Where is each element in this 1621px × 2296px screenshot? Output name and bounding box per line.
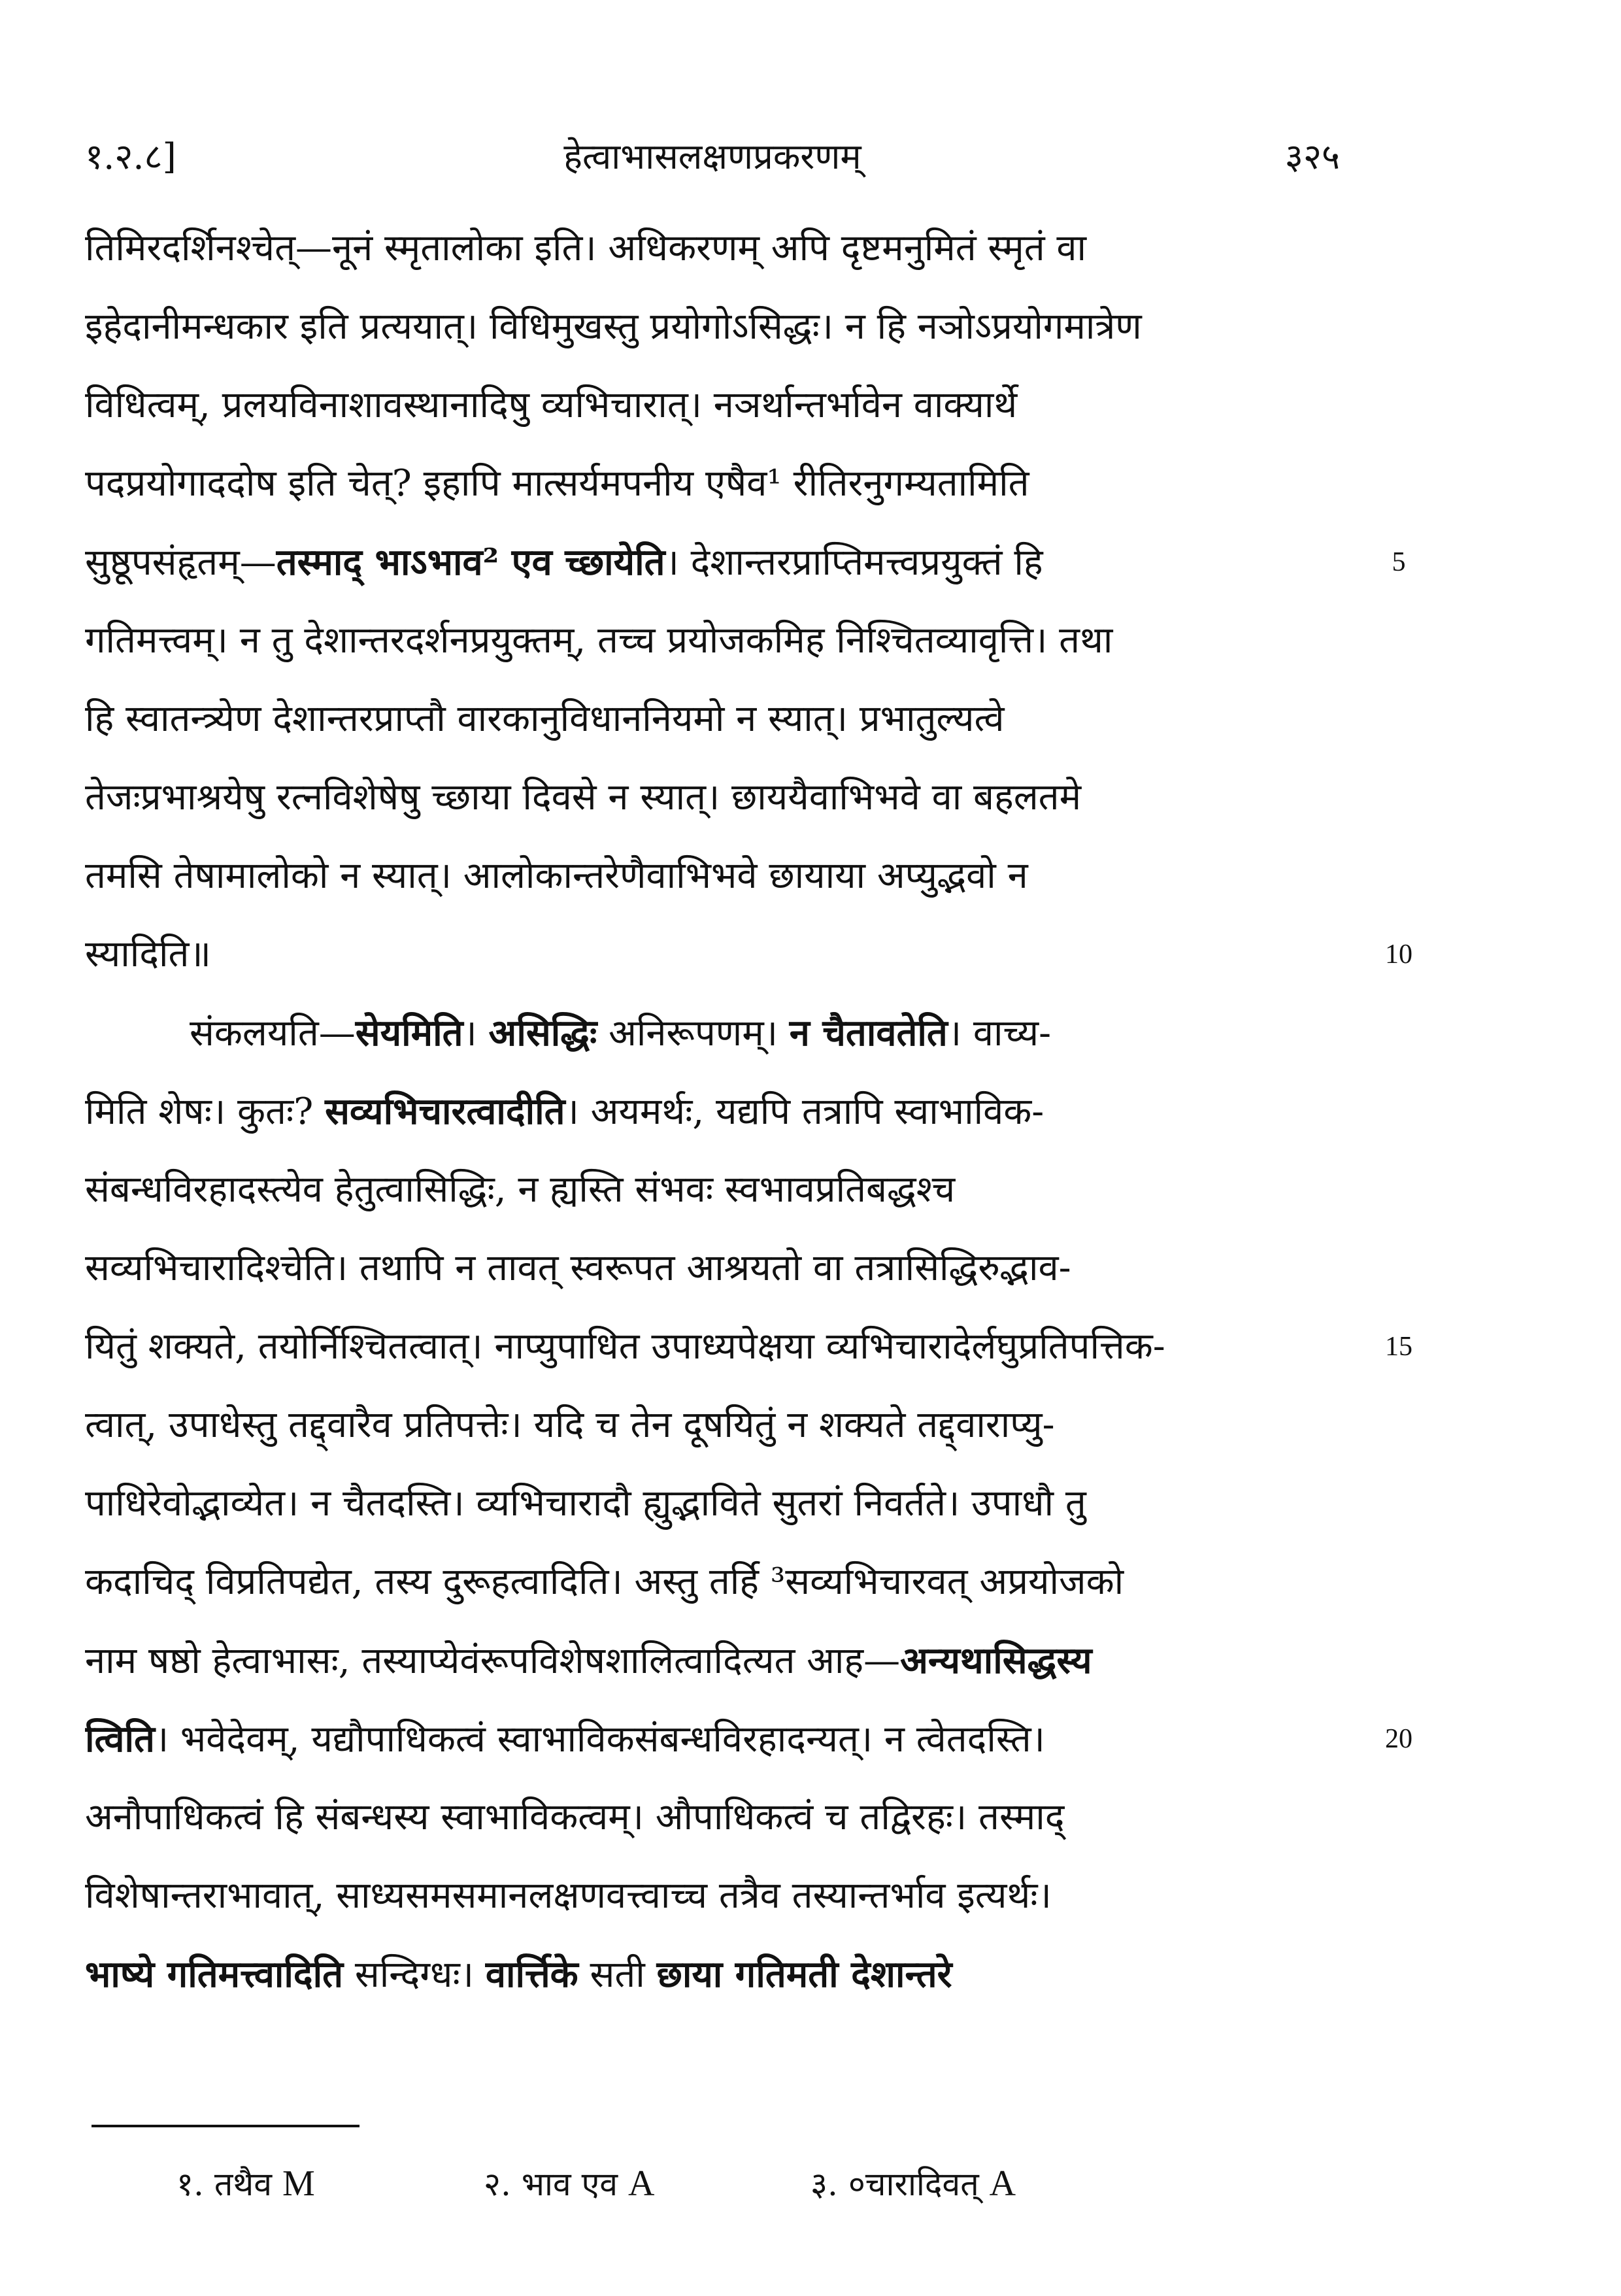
line-number: 5 (1392, 547, 1406, 577)
section-reference: १.२.८] (85, 136, 176, 177)
text-line: त्वात्, उपाधेस्तु तद्द्वारैव प्रतिपत्तेः। यदि च तेन दूषयितुं न शक्यते तद्द्वाराप्यु- (85, 1404, 1055, 1446)
footnote: १. तथैव M (176, 2163, 315, 2204)
text-line: इहेदानीमन्धकार इति प्रत्ययात्। विधिमुखस्तु प्रयोगोऽसिद्धः। न हि नञोऽप्रयोगमात्रेण (85, 305, 1142, 348)
text-line: तिमिरदर्शिनश्चेत्—नूनं स्मृतालोका इति। अधिकरणम् अपि दृष्टमनुमितं स्मृतं वा (85, 227, 1087, 269)
text-line: गतिमत्त्वम्। न तु देशान्तरदर्शनप्रयुक्तम्, तच्च प्रयोजकमिह निश्चितव्यावृत्ति। तथा (85, 619, 1113, 662)
footnote: ३. ०चारादिवत् A (811, 2163, 1016, 2204)
text-line: पाधिरेवोद्भाव्येत। न चैतदस्ति। व्यभिचारादौ ह्युद्भाविते सुतरां निवर्तते। उपाधौ तु (85, 1482, 1086, 1525)
text-line: तमसि तेषामालोको न स्यात्। आलोकान्तरेणैवाभिभवे छायाया अप्युद्भवो न (85, 854, 1028, 897)
text-line: संबन्धविरहादस्त्येव हेतुत्वासिद्धिः, न ह्यस्ति संभवः स्वभावप्रतिबद्धश्च (85, 1168, 956, 1211)
line-number: 10 (1385, 939, 1412, 970)
text-line: तेजःप्रभाश्रयेषु रत्नविशेषेषु च्छाया दिवसे न स्यात्। छाययैवाभिभवे वा बहलतमे (85, 776, 1082, 819)
line-number: 15 (1385, 1332, 1412, 1362)
text-line: सव्यभिचारादिश्चेति। तथापि न तावत् स्वरूपत आश्रयतो वा तत्रासिद्धिरुद्भाव- (85, 1247, 1071, 1289)
text-line: विधित्वम्, प्रलयविनाशावस्थानादिषु व्यभिचारात्। नञर्थान्तर्भावेन वाक्यार्थे (85, 384, 1018, 426)
page-title: हेत्वाभासलक्षणप्रकरणम् (563, 136, 861, 177)
text-line: हि स्वातन्त्र्येण देशान्तरप्राप्तौ वारकानुविधाननियमो न स्यात्। प्रभातुल्यत्वे (85, 698, 1005, 740)
text-line: पदप्रयोगाददोष इति चेत्? इहापि मात्सर्यमपनीय एषैव¹ रीतिरनुगम्यतामिति (85, 462, 1029, 505)
text-line: अनौपाधिकत्वं हि संबन्धस्य स्वाभाविकत्वम्। औपाधिकत्वं च तद्विरहः। तस्माद् (85, 1796, 1065, 1838)
text-line: स्यादिति॥ (85, 933, 211, 975)
running-header (85, 131, 1340, 190)
page-number: ३२५ (1284, 136, 1340, 177)
footnote: २. भाव एव A (484, 2163, 655, 2204)
text-line: सुष्ठूपसंहृतम्—तस्माद् भाऽभाव² एव च्छायेति। देशान्तरप्राप्तिमत्त्वप्रयुक्तं हि (85, 541, 1043, 584)
text-line: यितुं शक्यते, तयोर्निश्चितत्वात्। नाप्युपाधित उपाध्यपेक्षया व्यभिचारादेर्लघुप्रतिपत्तिक- (85, 1325, 1165, 1368)
text-line: कदाचिद् विप्रतिपद्येत, तस्य दुरूहत्वादिति। अस्तु तर्हि ³सव्यभिचारवत् अप्रयोजको (85, 1561, 1124, 1603)
text-line: भाष्ये गतिमत्त्वादिति सन्दिग्धः। वार्त्तिके सती छाया गतिमती देशान्तरे (85, 1953, 952, 1996)
footnote-divider (92, 2125, 359, 2127)
line-number: 20 (1385, 1724, 1412, 1754)
text-line: त्विति। भवेदेवम्, यद्यौपाधिकत्वं स्वाभाविकसंबन्धविरहादन्यत्। न त्वेतदस्ति। (85, 1717, 1045, 1761)
text-line: नाम षष्ठो हेत्वाभासः, तस्याप्येवंरूपविशेषशालित्वादित्यत आह—अन्यथासिद्धस्य (85, 1639, 1092, 1682)
text-line: मिति शेषः। कुतः? सव्यभिचारत्वादीति। अयमर्थः, यद्यपि तत्रापि स्वाभाविक- (85, 1090, 1044, 1133)
text-line: विशेषान्तराभावात्, साध्यसमसमानलक्षणवत्त्वाच्च तत्रैव तस्यान्तर्भाव इत्यर्थः। (85, 1874, 1052, 1917)
text-line: संकलयति—सेयमिति। असिद्धिः अनिरूपणम्। न चैतावतेति। वाच्य- (190, 1011, 1052, 1055)
